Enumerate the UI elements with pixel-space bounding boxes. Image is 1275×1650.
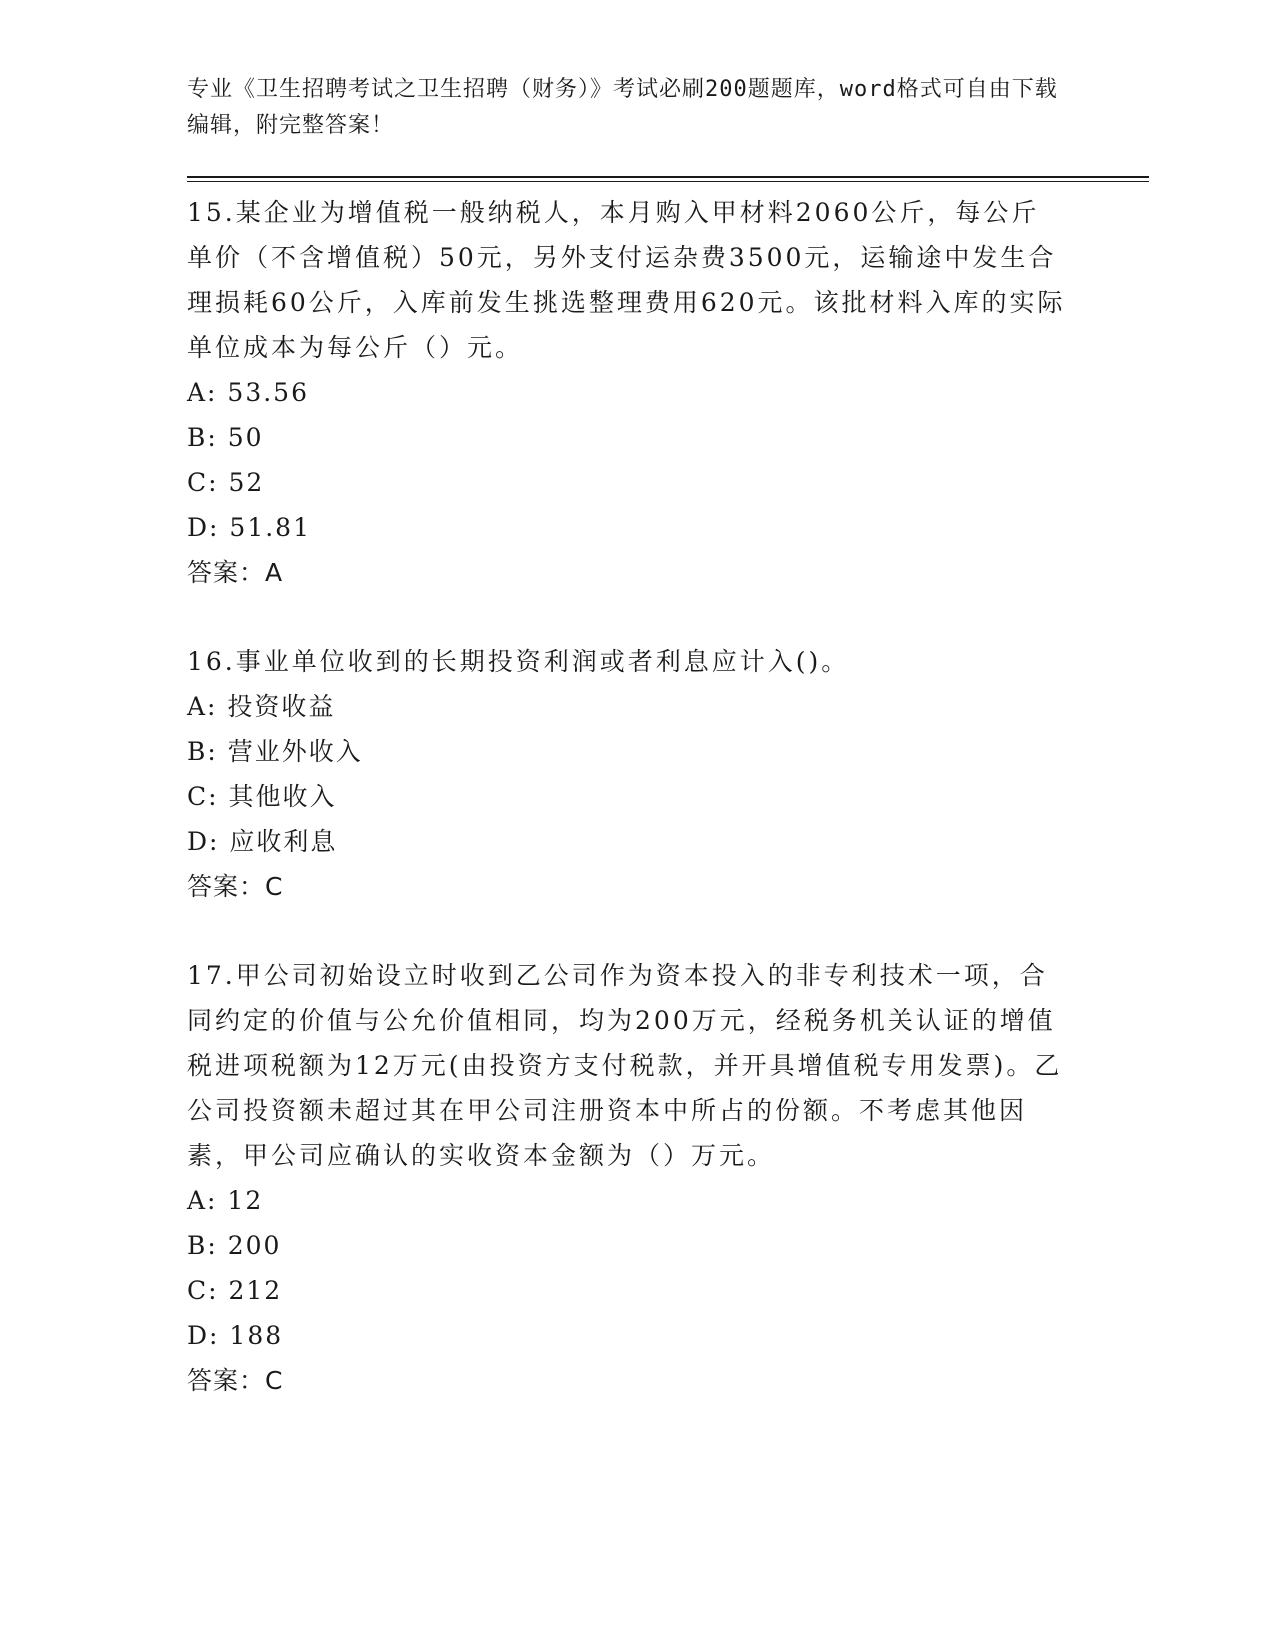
question-stem: 17.甲公司初始设立时收到乙公司作为资本投入的非专利技术一项，合同约定的价值与公允价值相同，均为200万元，经税务机关认证的增值税进项税额为12万元(由投资方支付税款，并开具增值税专用发票)。乙公司投资额未超过其在甲公司注册资本中所占的份额。不考虑其他因素，甲公司应确认的实收资本金额为（）万元。 [187,961,1063,1170]
question-16 [187,639,1149,909]
answer-line: 答案：A [187,558,284,587]
option-b: B: 200 [187,1231,282,1260]
answer-line: 答案：C [187,872,284,901]
option-a: A: 投资收益 [187,692,336,721]
document-intro: 专业《卫生招聘考试之卫生招聘（财务）》考试必刷200题题库，word格式可自由下载编辑，附完整答案！ [187,77,1058,138]
option-b: B: 营业外收入 [187,737,363,766]
option-b: B: 50 [187,423,264,452]
option-c: C: 其他收入 [187,782,337,811]
option-d: D: 应收利息 [187,827,338,856]
question-stem: 15.某企业为增值税一般纳税人，本月购入甲材料2060公斤，每公斤单价（不含增值税）50元，另外支付运杂费3500元，运输途中发生合理损耗60公斤，入库前发生挑选整理费用620元。该批材料入库的实际单位成本为每公斤（）元。 [187,198,1066,362]
option-c: C: 212 [187,1276,283,1305]
option-d: D: 188 [187,1321,284,1350]
question-15 [187,190,1149,595]
option-a: A: 53.56 [187,378,309,407]
question-stem: 16.事业单位收到的长期投资利润或者利息应计入()。 [187,647,850,676]
option-c: C: 52 [187,468,265,497]
document-page [187,72,1149,1403]
question-17 [187,953,1149,1403]
answer-line: 答案：C [187,1366,284,1395]
header-divider [187,176,1149,182]
option-a: A: 12 [187,1186,264,1215]
option-d: D: 51.81 [187,513,311,542]
